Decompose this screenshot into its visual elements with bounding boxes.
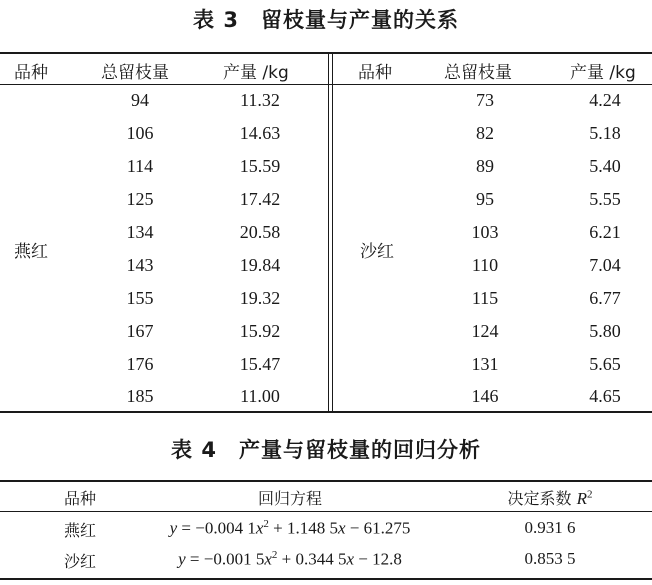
r2-label-text: 决定系数 (507, 489, 577, 508)
eq-const: − 12.8 (354, 549, 402, 569)
yield-cell: 6.77 (589, 288, 621, 308)
yield-cell: 17.42 (239, 189, 281, 209)
branches-cell: 125 (126, 189, 154, 209)
eq-x: x (346, 549, 355, 569)
yield-cell: 15.47 (239, 354, 281, 374)
table3-header-branches-left: 总留枝量 (101, 63, 169, 83)
table3-variety-yanhong: 燕红 (14, 242, 48, 262)
branches-cell: 143 (126, 255, 154, 275)
yield-cell: 5.18 (589, 123, 621, 143)
branches-cell: 89 (476, 156, 494, 176)
table4-header-variety: 品种 (63, 489, 96, 508)
branches-cell: 167 (126, 321, 154, 341)
eq-x: x (264, 549, 272, 569)
yield-cell: 11.32 (240, 90, 280, 110)
table3-header-yield-left: 产量 /kg (223, 63, 289, 83)
table3-top-rule (0, 52, 652, 54)
branches-cell: 73 (476, 90, 494, 110)
table3-title: 表 3 留枝量与产量的关系 (193, 8, 459, 32)
yield-cell: 14.63 (239, 123, 281, 143)
branches-cell: 176 (126, 354, 154, 374)
eq-x: x (337, 518, 346, 538)
yield-cell: 15.59 (239, 156, 281, 176)
table4-equation-cell (130, 518, 450, 539)
table4-header-equation: 回归方程 (257, 489, 322, 508)
table4-variety-cell: 燕红 (63, 521, 96, 540)
yield-cell: 11.00 (240, 386, 280, 406)
eq-square: 2 (263, 518, 269, 530)
table4-bottom-rule (0, 578, 652, 580)
yield-cell: 5.40 (589, 156, 621, 176)
yield-cell: 7.04 (589, 255, 621, 275)
eq-coef-b: + 1.148 5 (268, 518, 338, 538)
branches-cell: 131 (471, 354, 499, 374)
eq-coef-b: + 0.344 5 (277, 549, 347, 569)
branches-cell: 106 (126, 123, 154, 143)
table4-title: 表 4 产量与留枝量的回归分析 (171, 438, 481, 462)
eq-coef-a: = −0.004 1 (177, 518, 256, 538)
eq-coef-a: = −0.001 5 (185, 549, 265, 569)
table3-header-yield-right: 产量 /kg (570, 63, 636, 83)
table4-r2-cell: 0.931 6 (524, 518, 576, 537)
r2-symbol: R (576, 489, 587, 508)
table3-header-rule (0, 84, 652, 85)
r2-exponent: 2 (586, 488, 593, 501)
yield-cell: 19.32 (239, 288, 281, 308)
table3-variety-shahong: 沙红 (360, 242, 394, 262)
branches-cell: 134 (126, 222, 154, 242)
table3-divider-right (332, 53, 333, 412)
table3-header-branches-right: 总留枝量 (444, 63, 512, 83)
branches-cell: 114 (126, 156, 154, 176)
branches-cell: 82 (476, 123, 494, 143)
table4-equation-cell (130, 549, 450, 570)
table4-r2-cell: 0.853 5 (524, 549, 576, 568)
branches-cell: 115 (471, 288, 499, 308)
eq-square: 2 (271, 549, 278, 561)
yield-cell: 5.55 (589, 189, 621, 209)
table3-divider-left (328, 53, 329, 412)
yield-cell: 19.84 (239, 255, 281, 275)
branches-cell: 155 (126, 288, 154, 308)
table4-variety-cell: 沙红 (63, 552, 96, 571)
table4-top-rule (0, 480, 652, 482)
eq-x: x (255, 518, 264, 538)
yield-cell: 5.80 (589, 321, 621, 341)
eq-y: y (169, 518, 178, 538)
table3-header-variety-right: 品种 (358, 63, 392, 83)
branches-cell: 146 (471, 386, 499, 406)
yield-cell: 5.65 (589, 354, 621, 374)
yield-cell: 15.92 (239, 321, 281, 341)
branches-cell: 185 (126, 386, 154, 406)
table3-bottom-rule (0, 411, 652, 413)
branches-cell: 110 (471, 255, 499, 275)
yield-cell: 4.24 (589, 90, 621, 110)
table4-header-rule (0, 511, 652, 512)
yield-cell: 4.65 (589, 386, 621, 406)
table3-header-variety-left: 品种 (14, 63, 48, 83)
branches-cell: 94 (131, 90, 149, 110)
branches-cell: 124 (471, 321, 499, 341)
yield-cell: 20.58 (239, 222, 281, 242)
yield-cell: 6.21 (589, 222, 621, 242)
branches-cell: 103 (471, 222, 499, 242)
eq-y: y (178, 549, 186, 569)
branches-cell: 95 (476, 189, 494, 209)
table4-header-r2 (470, 486, 630, 509)
eq-const: − 61.275 (345, 518, 411, 538)
